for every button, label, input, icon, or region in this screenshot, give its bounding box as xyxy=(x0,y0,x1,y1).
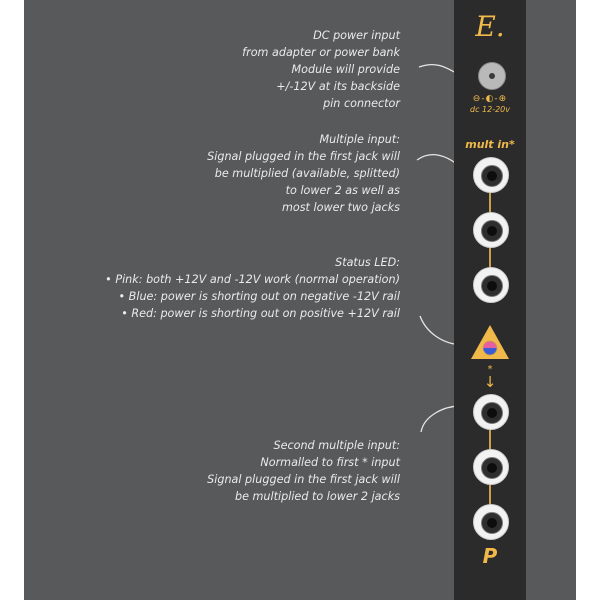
annotation-line: • Pink: both +12V and -12V work (normal operation) xyxy=(105,273,400,286)
annotation-line: be multiplied to lower 2 jacks xyxy=(234,490,400,503)
jack-icon[interactable] xyxy=(473,394,509,430)
annotation-line: Signal plugged in the first jack will xyxy=(207,473,400,486)
annotation-line: most lower two jacks xyxy=(281,201,400,214)
dc-socket-pin xyxy=(489,73,495,79)
jack-icon[interactable] xyxy=(473,157,509,193)
annotation-line: Second multiple input: xyxy=(273,439,400,452)
polarity-icon: ⊖-◐-⊕ xyxy=(472,94,508,104)
jack-icon[interactable] xyxy=(473,267,509,303)
annotation-line: Module will provide xyxy=(291,63,400,76)
brand-mark: P xyxy=(482,544,498,568)
annotation-line: • Red: power is shorting out on positive +12V rail xyxy=(121,307,400,320)
status-led-icon xyxy=(470,324,510,360)
annotation-line: be multiplied (available, splitted) xyxy=(214,167,400,180)
dc-voltage-label: dc 12-20v xyxy=(470,105,510,114)
multiple-input-annotation xyxy=(40,131,400,216)
annotation-line: from adapter or power bank xyxy=(242,46,400,59)
logo: E. xyxy=(475,10,505,43)
dc-socket-icon[interactable] xyxy=(478,62,506,90)
jack-icon[interactable] xyxy=(473,504,509,540)
annotation-line: pin connector xyxy=(323,97,400,110)
annotation-line: DC power input xyxy=(313,29,400,42)
dc-power-annotation xyxy=(40,27,400,112)
annotation-line: +/-12V at its backside xyxy=(276,80,400,93)
module-panel xyxy=(454,0,526,600)
jack-icon[interactable] xyxy=(473,212,509,248)
normalled-star: * xyxy=(487,364,493,375)
annotation-line: to lower 2 as well as xyxy=(285,184,400,197)
annotation-line: Signal plugged in the first jack will xyxy=(207,150,400,163)
down-arrow-icon: ↓ xyxy=(483,373,497,391)
annotation-line: Normalled to first * input xyxy=(260,456,400,469)
jack-icon[interactable] xyxy=(473,449,509,485)
annotation-line: Multiple input: xyxy=(319,133,400,146)
annotation-line: • Blue: power is shorting out on negative -12V rail xyxy=(118,290,400,303)
second-multiple-annotation xyxy=(40,437,400,505)
status-led-annotation xyxy=(40,254,400,322)
mult-in-label: mult in* xyxy=(465,138,515,151)
canvas xyxy=(24,0,576,600)
annotation-line: Status LED: xyxy=(335,256,400,269)
